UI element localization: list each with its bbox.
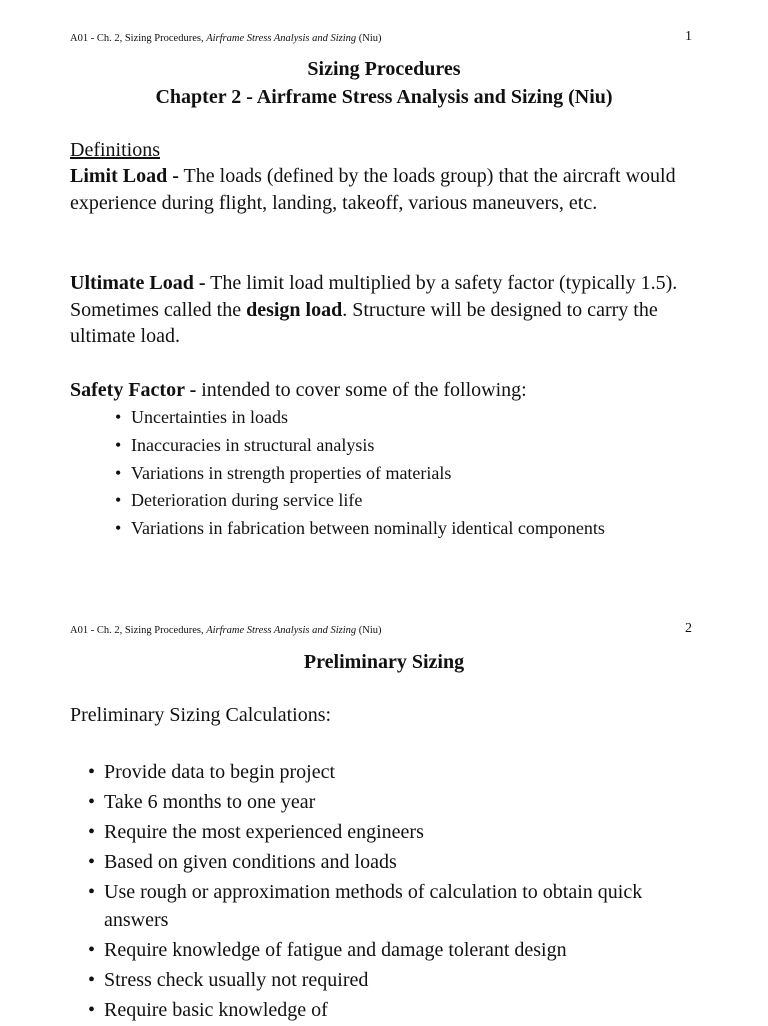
list-item: • Uncertainties in loads: [115, 404, 605, 432]
ultimate-load-text-1: The limit load multiplied by a safety factor (typically 1.5). Sometimes called the: [70, 272, 678, 321]
list-item: • Provide data to begin project: [88, 758, 688, 786]
safety-factor-paragraph: [70, 377, 710, 404]
header-prefix: A01 - Ch. 2, Sizing Procedures,: [70, 33, 207, 44]
list-item: • Require knowledge of fatigue and damage tolerant design: [88, 936, 688, 964]
page-number: 2: [685, 621, 692, 636]
safety-factor-list: [115, 404, 605, 543]
header-prefix: A01 - Ch. 2, Sizing Procedures,: [70, 625, 207, 636]
header-book-title: Airframe Stress Analysis and Sizing: [206, 625, 357, 636]
list-item: • Inaccuracies in structural analysis: [115, 432, 605, 460]
list-item: • Variations in strength properties of materials: [115, 460, 605, 488]
header-book-title: Airframe Stress Analysis and Sizing: [206, 33, 357, 44]
safety-factor-term: Safety Factor -: [70, 379, 197, 401]
preliminary-sizing-list: [88, 758, 688, 1026]
list-item: • Stress check usually not required: [88, 966, 688, 994]
list-item: • Use rough or approximation methods of calculation to obtain quick answers: [88, 878, 688, 934]
header-citation: [70, 33, 382, 44]
limit-load-term: Limit Load -: [70, 165, 179, 187]
list-item: • Based on given conditions and loads: [88, 848, 688, 876]
header-suffix: (Niu): [356, 33, 382, 44]
list-item: • Require basic knowledge of: [88, 996, 688, 1024]
page-title: Sizing Procedures: [307, 58, 461, 80]
ultimate-load-paragraph: [70, 270, 710, 350]
ultimate-load-text-2: . Structure will be designed to carry the ultimate load.: [70, 298, 658, 347]
chapter-title: Chapter 2 - Airframe Stress Analysis and Sizing (Niu): [155, 86, 613, 108]
list-item: • Deterioration during service life: [115, 487, 605, 515]
page-number: 1: [685, 29, 692, 44]
list-item: • Require the most experienced engineers: [88, 818, 688, 846]
list-item: • Take 6 months to one year: [88, 788, 688, 816]
ultimate-load-term: Ultimate Load -: [70, 272, 206, 294]
section-title: Preliminary Sizing: [303, 651, 465, 673]
definitions-heading: Definitions: [70, 139, 160, 161]
list-item: • Variations in fabrication between nominally identical components: [115, 515, 605, 543]
limit-load-text: The loads (defined by the loads group) that the aircraft would experience during flight, landing, takeoff, various maneuvers, etc.: [70, 165, 676, 214]
header-suffix: (Niu): [356, 625, 382, 636]
design-load-term: design load: [246, 298, 343, 321]
limit-load-paragraph: [70, 163, 710, 216]
intro-text: Preliminary Sizing Calculations:: [70, 704, 332, 726]
header-citation: [70, 625, 382, 636]
safety-factor-text: intended to cover some of the following:: [196, 379, 527, 401]
